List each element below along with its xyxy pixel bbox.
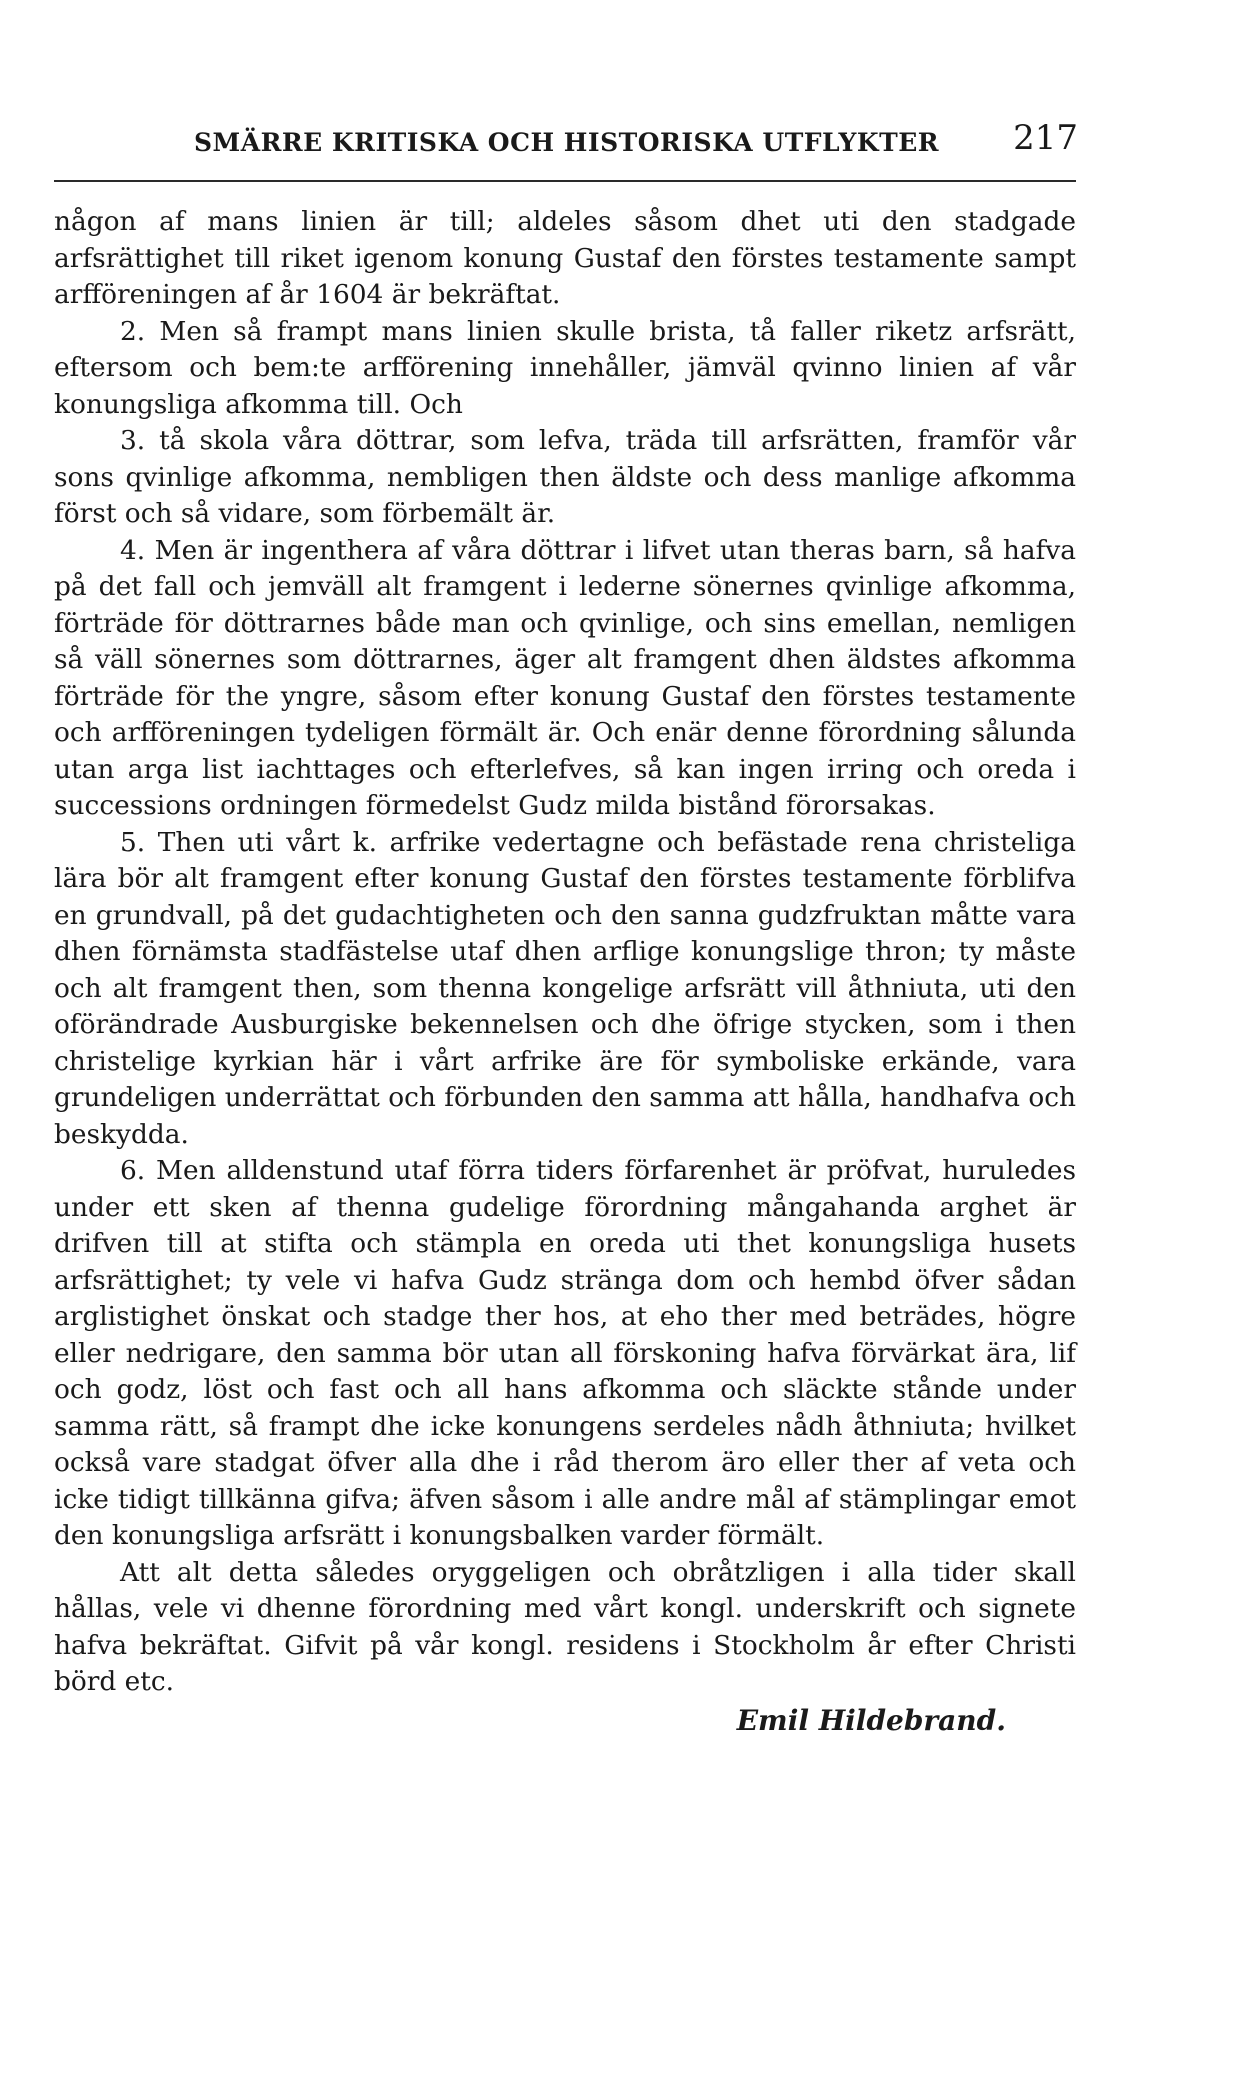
- author-signature: Emil Hildebrand.: [736, 1703, 1006, 1737]
- paragraph-7: Att alt detta således oryggeligen och obråtzligen i alla tider skall hållas, vele vi dhenne förordning med vårt kongl. underskrift och signete hafva bekräftat. Gifvit på vår kongl. residens i Stockholm år efter Christi börd etc.: [54, 1556, 1076, 1697]
- running-head: SMÄRRE KRITISKA OCH HISTORISKA UTFLYKTER: [194, 128, 940, 157]
- header-rule: [54, 180, 1076, 182]
- paragraph-3: 3. tå skola våra döttrar, som lefva, träda till arfsrätten, framför vår sons qvinlige afkomma, nembligen then äldste och dess manlige afkomma först och så vidare, som förbemält är.: [54, 425, 1076, 529]
- paragraph-4: 4. Men är ingenthera af våra döttrar i lifvet utan theras barn, så hafva på det fall och jemväll alt framgent i lederne sönernes qvinlige afkomma, förträde för döttrarnes både man och qvinlige, och sins emellan, nemligen så väll sönernes som döttrarnes, äger alt framgent dhen äldstes afkomma förträde för the yngre, såsom efter konung Gustaf den förstes testamente och arfföreningen tydeligen förmält är. Och enär denne förordning sålunda utan arga list iachttages och efterlefves, så kan ingen irring och oreda i successions ordningen förmedelst Gudz milda bistånd förorsakas.: [54, 534, 1076, 821]
- paragraph-6: 6. Men alldenstund utaf förra tiders förfarenhet är pröfvat, huruledes under ett sken af thenna gudelige förordning mångahanda arghet är drifven till at stifta och stämpla en oreda uti thet konungsliga husets arfsrättighet; ty vele vi hafva Gudz stränga dom och hembd öfver sådan arglistighet önskat och stadge ther hos, at eho ther med beträdes, högre eller nedrigare, den samma bör utan all förskoning hafva förvärkat ära, lif och godz, löst och fast och all hans afkomma och släckte stånde under samma rätt, så frampt dhe icke konungens serdeles nådh åthniuta; hvilket också vare stadgat öfver alla dhe i råd therom äro eller ther af veta och icke tidigt tillkänna gifva; äfven såsom i alle andre mål af stämplingar emot den konungsliga arfsrätt i konungsbalken varder förmält.: [54, 1155, 1076, 1551]
- page-number: 217: [1013, 118, 1078, 158]
- body-text: [54, 204, 1076, 1701]
- document-page: [54, 118, 1076, 1741]
- paragraph-1: någon af mans linien är till; aldeles såsom dhet uti den stadgade arfsrättighet till riket igenom konung Gustaf den förstes testamente sampt arfföreningen af år 1604 är bekräftat.: [54, 206, 1076, 310]
- paragraph-5: 5. Then uti vårt k. arfrike vedertagne och befästade rena christeliga lära bör alt framgent efter konung Gustaf den förstes testamente förblifva en grundvall, på det gudachtigheten och den sanna gudzfruktan måtte vara dhen förnämsta stadfästelse utaf dhen arflige konungslige thron; ty måste och alt framgent then, som thenna kongelige arfsrätt vill åthniuta, uti den oförändrade Ausburgiske bekennelsen och dhe öfrige stycken, som i then christelige kyrkian här i vårt arfrike äre för symboliske erkände, vara grundeligen underrättat och förbunden den samma att hålla, handhafva och beskydda.: [54, 826, 1076, 1150]
- page-header: [54, 118, 1076, 162]
- paragraph-2: 2. Men så frampt mans linien skulle brista, tå faller riketz arfsrätt, eftersom och bem:te arfförening innehåller, jämväl qvinno linien af vår konungsliga afkomma till. Och: [54, 315, 1076, 420]
